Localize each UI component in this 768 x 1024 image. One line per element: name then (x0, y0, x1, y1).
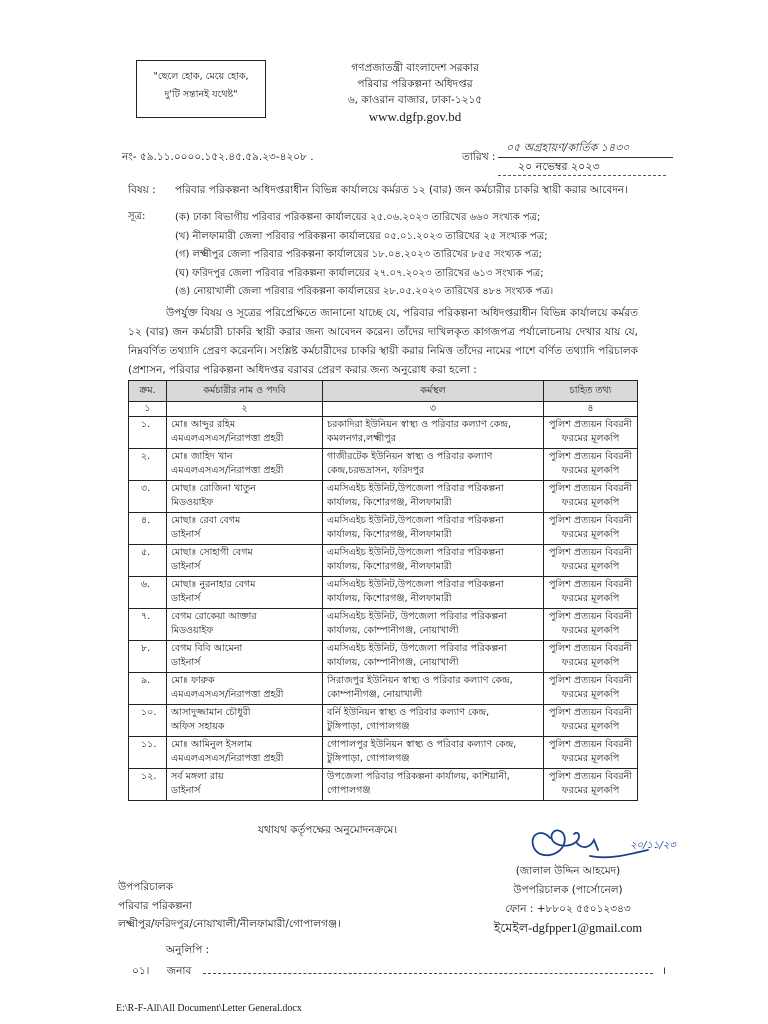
cell-text: কেন্দ্র,চরভদ্রাসন, ফরিদপুর (327, 464, 425, 476)
signatory-email: ইমেইল-dgfpper1@gmail.com (493, 921, 643, 935)
cell-name-post (167, 705, 323, 737)
column-number: ২ (167, 402, 323, 417)
cell-text: কার্যালয়, কোম্পানীগঞ্জ, নোয়াখালী (327, 624, 459, 636)
cell-text: কার্যালয়, কিশোরগঞ্জ, নীলফামারী (327, 592, 452, 604)
cell-name-post (167, 449, 323, 481)
cell-name-post (167, 737, 323, 769)
cell-text: ১১. (141, 739, 157, 750)
cell-text: এমএলএসএস/নিরাপত্তা প্রহরী (171, 432, 284, 444)
cell-text: পুলিশ প্রত্যয়ন বিবরনী (548, 771, 633, 782)
cell-serial (129, 769, 167, 801)
slogan-line-1: "ছেলে হোক, মেয়ে হোক, (153, 71, 249, 82)
cell-text: ১. (141, 419, 151, 430)
cell-text: টুঙ্গিপাড়া, গোপালগঞ্জ (327, 752, 410, 764)
column-number: ৪ (544, 402, 638, 417)
cell-text: পুলিশ প্রত্যয়ন বিবরনী (548, 419, 633, 430)
cell-text: চরকাদিরা ইউনিয়ন স্বাস্থ্য ও পরিবার কল্যাণ কেন্দ্র, (327, 419, 511, 430)
addressee-districts: লক্ষ্মীপুর/ফরিদপুর/নোয়াখালী/নীলফামারী/গোপালগঞ্জ। (118, 918, 341, 930)
cell-workplace (323, 705, 544, 737)
cell-text: এমসিএইচ ইউনিট,উপজেলা পরিবার পরিকল্পনা (327, 579, 504, 590)
cell-name-post (167, 577, 323, 609)
cell-text: সর্ব মঙ্গলা রায় (171, 771, 224, 782)
reference-item: (খ) নীলফামারী জেলা পরিবার পরিকল্পনা কার্যালয়ের ০৫.০১.২০২৩ তারিখের ২৫ সংখ্যক পত্র; (175, 230, 548, 242)
cell-text: সিরাজপুর ইউনিয়ন স্বাস্থ্য ও পরিবার কল্যাণ কেন্দ্র, (327, 675, 513, 686)
cell-workplace (323, 545, 544, 577)
cell-text: ৫. (141, 547, 151, 558)
cell-required-info (544, 641, 638, 673)
cell-workplace (323, 609, 544, 641)
cell-name-post (167, 513, 323, 545)
table-row (129, 705, 638, 737)
cell-text: ২. (141, 451, 151, 462)
letterhead (300, 60, 530, 126)
body-paragraph: উপর্যুক্ত বিষয় ও সূত্রের পরিপ্রেক্ষিতে জানানো যাচ্ছে যে, পরিবার পরিকল্পনা অধিদপ্তরাধীন বিভিন্ন কার্যালয়ে কর্মরত ১২ (বার) জন কর্মচারী চাকরি স্থায়ী করার জন্য আবেদন করেন। তাঁদের দাখিলকৃত কাগজপত্র পর্যালোচনায় দেখার যায় যে, নিম্নবর্ণিত তথ্যাদি প্রেরণ করেননি। সংশ্লিষ্ট কর্মচারীদের চাকরি স্থায়ী করার নিমিত্ত তাঁদের নামের পাশে বর্ণিত তথ্যাদি পরিচালক (প্রশাসন, পরিবার পরিকল্পনা অধিদপ্তর বরাবর প্রেরণ করার জন্য অনুরোধ করা হলো : (128, 307, 638, 376)
cell-text: পুলিশ প্রত্যয়ন বিবরনী (548, 611, 633, 622)
cell-serial (129, 609, 167, 641)
cell-text: মোছাঃ রোজিনা খাতুন (171, 483, 256, 494)
signatory-name: (জালাল উদ্দিন আহমেদ) (515, 865, 621, 877)
date-bengali: ০৫ অগ্রহায়ণ/কার্তিক ১৪৩০ (506, 141, 630, 154)
cell-workplace (323, 641, 544, 673)
cell-text: এমসিএইচ ইউনিট,উপজেলা পরিবার পরিকল্পনা (327, 547, 504, 558)
subject-line (128, 183, 628, 200)
cell-text: ফরমের মূলকপি (561, 752, 620, 764)
cell-text: ফরমের মূলকপি (561, 432, 620, 444)
table-row (129, 641, 638, 673)
cell-serial (129, 449, 167, 481)
cell-text: ৭. (141, 611, 151, 622)
copy-blank-line (203, 964, 653, 974)
cell-required-info (544, 417, 638, 449)
cell-serial (129, 641, 167, 673)
cell-workplace (323, 449, 544, 481)
cell-text: পুলিশ প্রত্যয়ন বিবরনী (548, 707, 633, 718)
cell-text: অফিস সহায়ক (171, 720, 225, 732)
table-row (129, 417, 638, 449)
cell-text: ফরমের মূলকপি (561, 560, 620, 572)
signatory-title: উপপরিচালক (পার্সোনেল) (513, 884, 623, 896)
cell-required-info (544, 705, 638, 737)
references-list (175, 209, 735, 302)
cell-text: ১২. (141, 771, 157, 782)
cell-text: এমএলএসএস/নিরাপত্তা প্রহরী (171, 688, 284, 700)
cell-text: গোপালগঞ্জ (327, 784, 371, 796)
cell-text: এমএলএসএস/নিরাপত্তা প্রহরী (171, 464, 284, 476)
cell-required-info (544, 545, 638, 577)
cell-text: মোছাঃ নুরনাহার বেগম (171, 579, 256, 590)
cell-text: কোম্পানীগঞ্জ, নোয়াখালী (327, 688, 423, 700)
cell-text: বেগম রোকেয়া আক্তার (171, 611, 257, 622)
cell-name-post (167, 481, 323, 513)
cell-text: ফরমের মূলকপি (561, 624, 620, 636)
cell-text: মোঃ জাহিদ খান (171, 451, 233, 462)
cell-text: মোঃ আমিনুল ইসলাম (171, 739, 253, 750)
date-label: তারিখ : (462, 151, 496, 163)
copy-to-line (132, 964, 666, 981)
cell-serial (129, 417, 167, 449)
copy-end-mark: । (662, 965, 666, 977)
col-header-serial: ক্রম. (129, 381, 167, 402)
cell-text: এমএলএসএস/নিরাপত্তা প্রহরী (171, 752, 284, 764)
cell-text: কার্যালয়, কিশোরগঞ্জ, নীলফামারী (327, 560, 452, 572)
cell-text: বর্নি ইউনিয়ন স্বাস্থ্য ও পরিবার কল্যাণ কেন্দ্র, (327, 707, 490, 718)
cell-text: এমসিএইচ ইউনিট, উপজেলা পরিবার পরিকল্পনা (327, 611, 507, 622)
table-row (129, 673, 638, 705)
cell-required-info (544, 609, 638, 641)
cell-serial (129, 577, 167, 609)
cell-text: এমসিএইচ ইউনিট,উপজেলা পরিবার পরিকল্পনা (327, 483, 504, 494)
cell-text: ডাইনার্স (171, 528, 201, 540)
col-header-workplace: কর্মস্থল (323, 381, 544, 402)
cell-required-info (544, 481, 638, 513)
cell-serial (129, 481, 167, 513)
cell-text: পুলিশ প্রত্যয়ন বিবরনী (548, 515, 633, 526)
cell-serial (129, 737, 167, 769)
reference-item: (ঙ) নোয়াখালী জেলা পরিবার পরিকল্পনা কার্যালয়ের ২৮.০৫.২০২৩ তারিখের ৪৮৪ সংখ্যক পত্র। (175, 286, 554, 297)
cell-workplace (323, 481, 544, 513)
cell-serial (129, 545, 167, 577)
column-number: ১ (129, 402, 167, 417)
cell-text: মিডওয়াইফ (171, 496, 214, 508)
cell-text: মোছাঃ সোহাগী বেগম (171, 547, 253, 558)
cell-text: ১০. (141, 707, 157, 718)
reference-item: (ক) ঢাকা বিভাগীয় পরিবার পরিকল্পনা কার্যালয়ের ২৫.০৬.২০২৩ তারিখের ৬৬০ সংখ্যক পত্র; (175, 212, 541, 223)
cell-text: কার্যালয়, কোম্পানীগঞ্জ, নোয়াখালী (327, 656, 459, 668)
date-gregorian: ২০ নভেম্বর ২০২৩ (518, 160, 600, 173)
cell-name-post (167, 545, 323, 577)
cell-workplace (323, 737, 544, 769)
table-row (129, 545, 638, 577)
cell-text: ফরমের মূলকপি (561, 688, 620, 700)
approval-note: যথাযথ কর্তৃপক্ষের অনুমোদনক্রমে। (258, 824, 398, 836)
cell-required-info (544, 577, 638, 609)
letterhead-department: পরিবার পরিকল্পনা অধিদপ্তর (357, 78, 473, 90)
addressee-title: উপপরিচালক (118, 881, 174, 893)
copy-to-label: অনুলিপি : (166, 944, 210, 956)
cell-text: গাজীরটেক ইউনিয়ন স্বাস্থ্য ও পরিবার কল্যাণ (327, 451, 493, 462)
cell-name-post (167, 609, 323, 641)
cell-serial (129, 513, 167, 545)
addressee-department: পরিবার পরিকল্পনা (118, 899, 192, 912)
cell-text: কার্যালয়, কিশোরগঞ্জ, নীলফামারী (327, 496, 452, 508)
slogan-line-2: দু'টি সন্তানই যথেষ্ট" (164, 89, 238, 100)
cell-serial (129, 705, 167, 737)
cell-text: গোপালপুর ইউনিয়ন স্বাস্থ্য ও পরিবার কল্যাণ কেন্দ্র, (327, 739, 517, 750)
copy-recipient-label: জনাব (166, 965, 192, 977)
addressee (118, 878, 341, 934)
date-block (498, 140, 678, 176)
cell-required-info (544, 737, 638, 769)
cell-text: পুলিশ প্রত্যয়ন বিবরনী (548, 675, 633, 686)
subject-label: বিষয় : (128, 184, 156, 196)
table-row (129, 737, 638, 769)
cell-text: ফরমের মূলকপি (561, 464, 620, 476)
cell-text: মোঃ আব্দুর রহিম (171, 419, 236, 430)
cell-text: ৮. (141, 643, 151, 654)
cell-text: এমসিএইচ ইউনিট, উপজেলা পরিবার পরিকল্পনা (327, 643, 507, 654)
cell-text: ফরমের মূলকপি (561, 592, 620, 604)
cell-text: ডাইনার্স (171, 592, 201, 604)
date-divider (498, 157, 673, 158)
cell-required-info (544, 769, 638, 801)
column-number-row (129, 402, 638, 417)
cell-text: মিডওয়াইফ (171, 624, 214, 636)
col-header-required-info: চাহিত তথ্য (544, 381, 638, 402)
table-row (129, 449, 638, 481)
cell-text: এমসিএইচ ইউনিট,উপজেলা পরিবার পরিকল্পনা (327, 515, 504, 526)
cell-text: পুলিশ প্রত্যয়ন বিবরনী (548, 579, 633, 590)
cell-name-post (167, 641, 323, 673)
cell-text: পুলিশ প্রত্যয়ন বিবরনী (548, 643, 633, 654)
copy-serial: ০১। (132, 965, 150, 977)
cell-name-post (167, 769, 323, 801)
cell-text: ৯. (141, 675, 151, 686)
signature-date: ২০/১১/২৩ (630, 840, 676, 851)
cell-text: মোঃ ফারুক (171, 675, 215, 686)
cell-text: কমলনগর,লক্ষ্মীপুর (327, 432, 396, 444)
cell-text: ৪. (141, 515, 151, 526)
references-label: সূত্র: (128, 211, 146, 222)
cell-workplace (323, 513, 544, 545)
cell-text: ৩. (141, 483, 151, 494)
col-header-name: কর্মচারীর নাম ও পদবি (167, 381, 323, 402)
cell-required-info (544, 449, 638, 481)
cell-serial (129, 673, 167, 705)
file-path-footer: E:\R-F-All\All Document\Letter General.docx (116, 1003, 302, 1014)
cell-text: বেগম বিবি আমেনা (171, 643, 243, 654)
cell-workplace (323, 673, 544, 705)
staff-table (128, 380, 638, 801)
reference-item: (গ) লক্ষ্মীপুর জেলা পরিবার পরিকল্পনা কার্যালয়ের ১৮.০৪.২০২৩ তারিখের ৮৫৫ সংখ্যক পত্র; (175, 249, 542, 260)
cell-text: ডাইনার্স (171, 560, 201, 572)
table-row (129, 769, 638, 801)
cell-text: ফরমের মূলকপি (561, 496, 620, 508)
cell-text: ডাইনার্স (171, 656, 201, 668)
cell-text: পুলিশ প্রত্যয়ন বিবরনী (548, 451, 633, 462)
cell-text: ফরমের মূলকপি (561, 656, 620, 668)
slogan-box (136, 60, 266, 118)
table-row (129, 577, 638, 609)
cell-text: পুলিশ প্রত্যয়ন বিবরনী (548, 483, 633, 494)
cell-text: মোছাঃ রেবা বেগম (171, 515, 241, 526)
cell-text: আসাদুজ্জামান চৌধুরী (171, 707, 251, 718)
memo-number: নং- ৫৯.১১.০০০০.১৫২.৪৫.৫৯.২৩-৪২০৮ . (122, 151, 314, 163)
table-header-row (129, 381, 638, 402)
cell-required-info (544, 513, 638, 545)
cell-name-post (167, 417, 323, 449)
cell-name-post (167, 673, 323, 705)
cell-text: উপজেলা পরিবার পরিকল্পনা কার্যালয়, কাশিয়ানী, (327, 771, 510, 782)
cell-text: কার্যালয়, কিশোরগঞ্জ, নীলফামারী (327, 528, 452, 540)
reference-item: (ঘ) ফরিদপুর জেলা পরিবার পরিকল্পনা কার্যালয়ের ২৭.০৭.২০২৩ তারিখের ৬১৩ সংখ্যক পত্র; (175, 267, 544, 279)
cell-workplace (323, 577, 544, 609)
cell-text: পুলিশ প্রত্যয়ন বিবরনী (548, 547, 633, 558)
cell-text: ডাইনার্স (171, 784, 201, 796)
signatory-phone: ফোন : +৮৮০২ ৫৫০১২৩৪৩ (505, 903, 631, 915)
subject-text: পরিবার পরিকল্পনা অধিদপ্তরাধীন বিভিন্ন কার্যালয়ে কর্মরত ১২ (বার) জন কর্মচারীর চাকরি স্থায়ী করার আবেদন। (175, 184, 628, 196)
table-row (129, 513, 638, 545)
cell-text: ফরমের মূলকপি (561, 784, 620, 796)
cell-workplace (323, 417, 544, 449)
date-underline (498, 175, 666, 176)
signatory-block (478, 862, 658, 938)
letterhead-government: গণপ্রজাতন্ত্রী বাংলাদেশ সরকার (351, 62, 479, 74)
cell-text: পুলিশ প্রত্যয়ন বিবরনী (548, 739, 633, 750)
table-row (129, 609, 638, 641)
column-number: ৩ (323, 402, 544, 417)
cell-workplace (323, 769, 544, 801)
cell-text: টুঙ্গিপাড়া, গোপালগঞ্জ (327, 720, 410, 732)
cell-required-info (544, 673, 638, 705)
letterhead-address: ৬, কাওরান বাজার, ঢাকা-১২১৫ (347, 94, 483, 106)
cell-text: ফরমের মূলকপি (561, 528, 620, 540)
letterhead-website: www.dgfp.gov.bd (368, 109, 462, 124)
cell-text: ৬. (141, 579, 151, 590)
cell-text: ফরমের মূলকপি (561, 720, 620, 732)
table-row (129, 481, 638, 513)
